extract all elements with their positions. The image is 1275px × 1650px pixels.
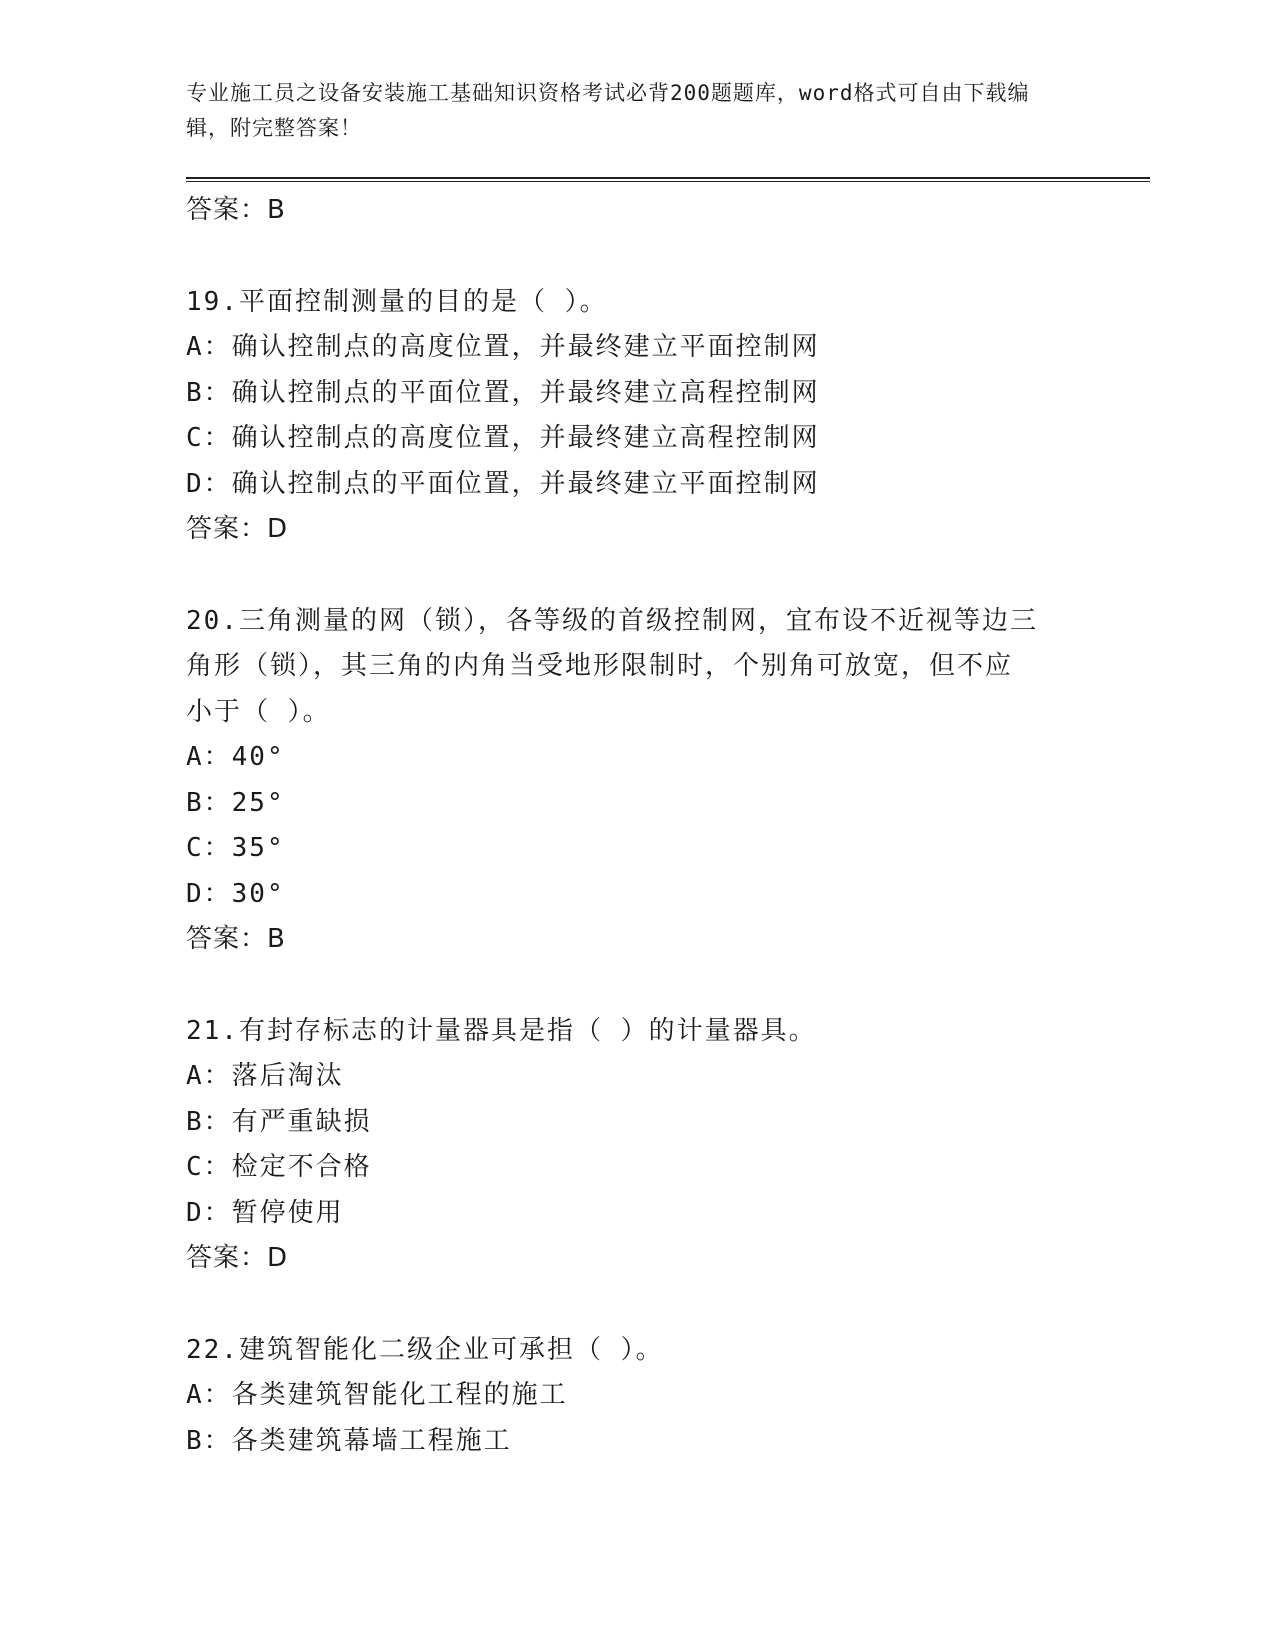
question-stem: 21.有封存标志的计量器具是指（ ）的计量器具。: [186, 1015, 817, 1046]
question-stem: 19.平面控制测量的目的是（ ）。: [186, 286, 608, 317]
question-stem: 22.建筑智能化二级企业可承担（ ）。: [186, 1334, 664, 1365]
option-c: C：检定不合格: [186, 1152, 372, 1182]
option-a: A：40°: [186, 742, 285, 772]
option-d: D：30°: [186, 878, 285, 909]
question-stem-line-3: 小于（ ）。: [186, 696, 331, 727]
answer: 答案：B: [186, 924, 286, 954]
option-b: B：确认控制点的平面位置，并最终建立高程控制网: [186, 377, 820, 408]
option-b: B：有严重缺损: [186, 1106, 372, 1137]
option-d: D：确认控制点的平面位置，并最终建立平面控制网: [186, 468, 820, 499]
option-a: A：各类建筑智能化工程的施工: [186, 1380, 568, 1410]
question-stem-line-2: 角形（锁），其三角的内角当受地形限制时，个别角可放宽，但不应: [186, 651, 1014, 681]
option-a: A：确认控制点的高度位置，并最终建立平面控制网: [186, 332, 820, 362]
option-c: C：35°: [186, 833, 285, 863]
question-list: [186, 188, 1086, 1464]
option-b: B：各类建筑幕墙工程施工: [186, 1425, 512, 1456]
question-22: [186, 1328, 1086, 1465]
answer: 答案：D: [186, 1243, 289, 1273]
question-19: [186, 280, 1086, 553]
question-21: [186, 1009, 1086, 1282]
answer: 答案：D: [186, 514, 289, 544]
option-d: D：暂停使用: [186, 1197, 344, 1228]
option-b: B：25°: [186, 787, 285, 818]
option-c: C：确认控制点的高度位置，并最终建立高程控制网: [186, 423, 820, 453]
option-a: A：落后淘汰: [186, 1061, 344, 1091]
question-20: [186, 599, 1086, 963]
document-header: 专业施工员之设备安装施工基础知识资格考试必背200题题库，word格式可自由下载编辑，附完整答案！: [186, 81, 1030, 140]
question-stem-line-1: 20.三角测量的网（锁），各等级的首级控制网，宜布设不近视等边三: [186, 605, 1038, 636]
previous-answer: 答案：B: [186, 195, 286, 225]
header-divider: [186, 177, 1150, 182]
